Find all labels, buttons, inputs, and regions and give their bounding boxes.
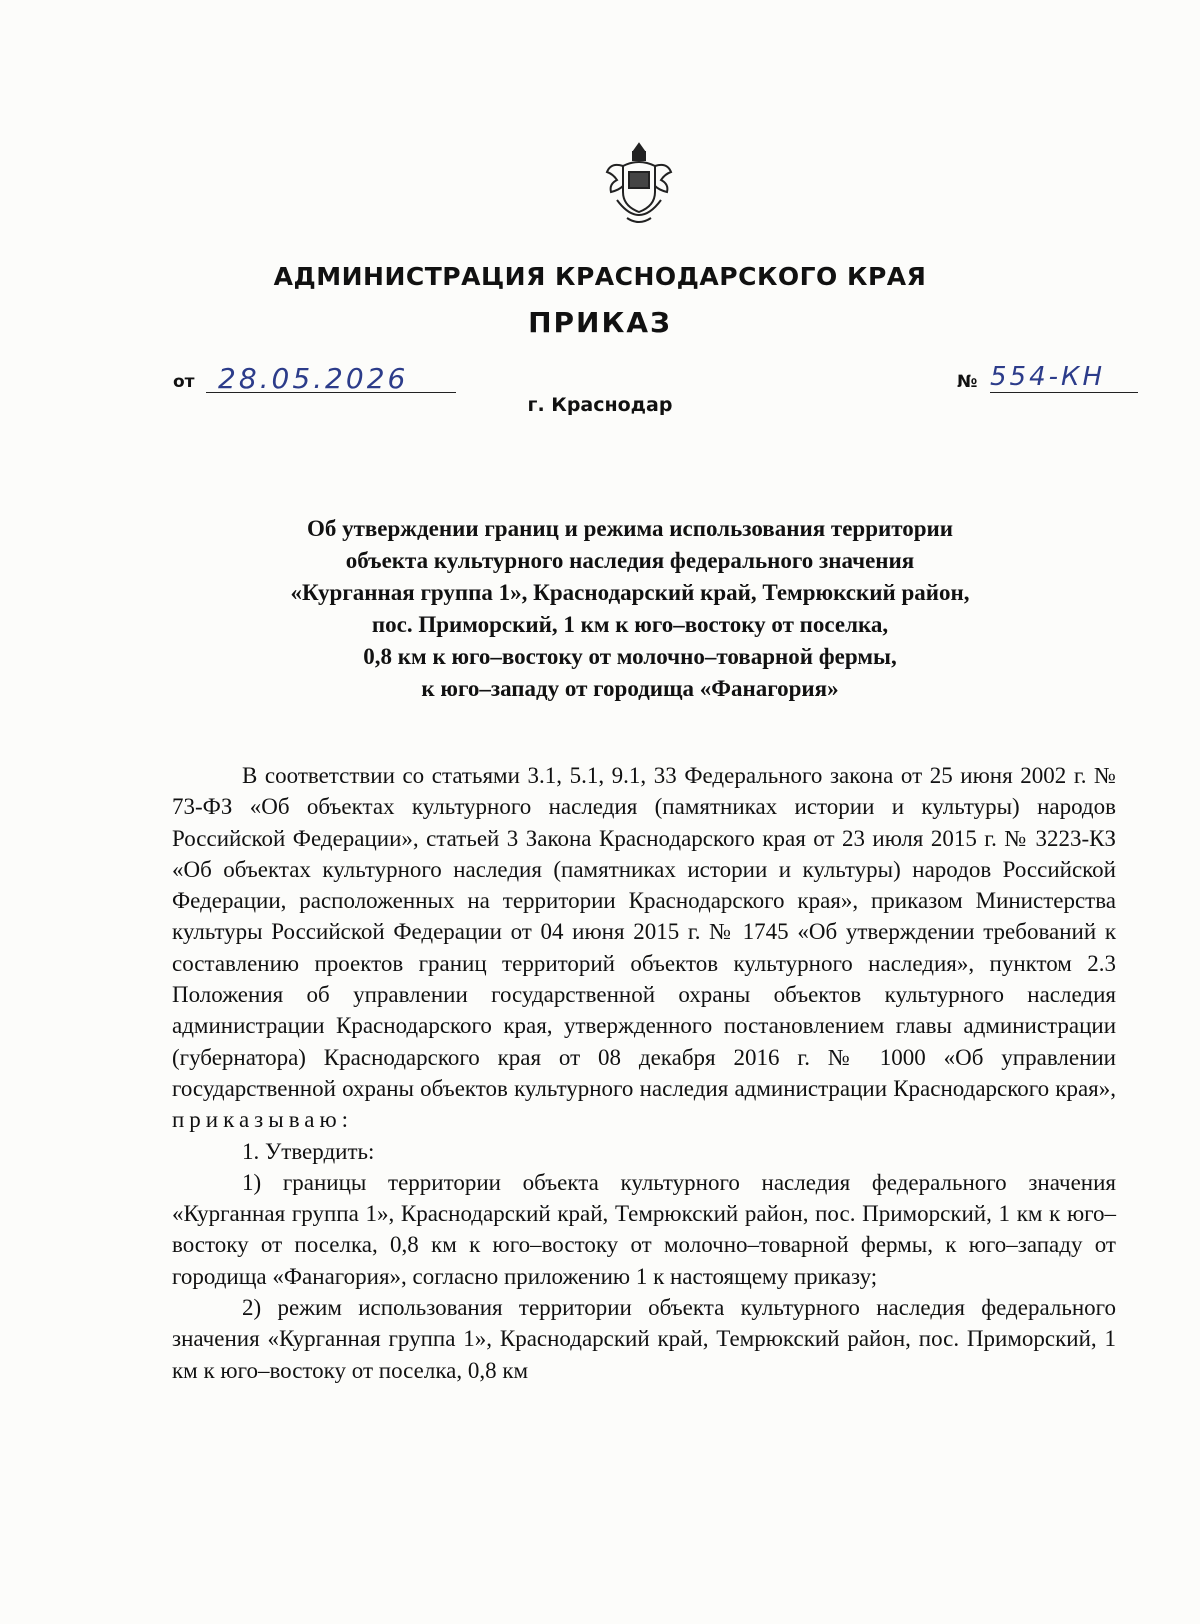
number-value: 554-КН: [990, 362, 1106, 392]
item-1: 1. Утвердить:: [242, 1138, 375, 1164]
date-value: 28.05.2026: [218, 362, 409, 395]
document-title: [180, 513, 1080, 705]
organization-name: АДМИНИСТРАЦИЯ КРАСНОДАРСКОГО КРАЯ: [273, 262, 927, 291]
preamble-text: В соответствии со статьями 3.1, 5.1, 9.1, 33 Федерального закона от 25 июня 2002 г. № 73-ФЗ «Об объектах культурного наследия (памятниках истории и культуры) народов Российской Федерации», статьей 3 Закона Краснодарского края от 23 июля 2015 г. № 3223-КЗ «Об объектах культурного наследия (памятниках истории и культуры) народов Российской Федерации, расположенных на территории Краснодарского края», приказом Министерства культуры Российской Федерации от 04 июня 2015 г. № 1745 «Об утверждении требований к составлению проектов границ территорий объектов культурного наследия», пунктом 2.3 Положения об управлении государственной охраны объектов культурного наследия администрации Краснодарского края, утвержденного постановлением главы администрации (губернатора) Краснодарского края от 08 декабря 2016 г. № 1000 «Об управлении государственной охраны объектов культурного наследия администрации Краснодарского края»,: [172, 763, 1116, 1101]
preamble-paragraph: [172, 760, 1116, 1136]
title-line: 0,8 км к юго–востоку от молочно–товарной фермы,: [363, 644, 897, 669]
document-body: [172, 760, 1116, 1386]
coat-of-arms-icon: [603, 140, 675, 230]
city: г. Краснодар: [527, 394, 673, 416]
title-line: «Курганная группа 1», Краснодарский край, Темрюкский район,: [290, 580, 970, 605]
order-word: приказываю:: [172, 1107, 354, 1133]
title-line: пос. Приморский, 1 км к юго–востоку от поселка,: [371, 612, 889, 637]
item-1-2: 2) режим использования территории объекта культурного наследия федерального значения «Курганная группа 1», Краснодарский край, Темрюкский район, пос. Приморский, 1 км к юго–востоку от поселка, 0,8 км: [172, 1295, 1116, 1383]
title-line: Об утверждении границ и режима использования территории: [306, 516, 954, 541]
title-line: объекта культурного наследия федерального значения: [345, 548, 915, 573]
item-1-1: 1) границы территории объекта культурного наследия федерального значения «Курганная группа 1», Краснодарский край, Темрюкский район, пос. Приморский, 1 км к юго–востоку от поселка, 0,8 км к юго–востоку от молочно–товарной фермы, к юго–западу от городища «Фанагория», согласно приложению 1 к настоящему приказу;: [172, 1169, 1116, 1289]
date-label: от: [173, 372, 195, 392]
number-label: №: [957, 372, 978, 392]
document-type: ПРИКАЗ: [528, 306, 672, 339]
number-underline: [990, 392, 1138, 393]
title-line: к юго–западу от городища «Фанагория»: [421, 676, 839, 701]
